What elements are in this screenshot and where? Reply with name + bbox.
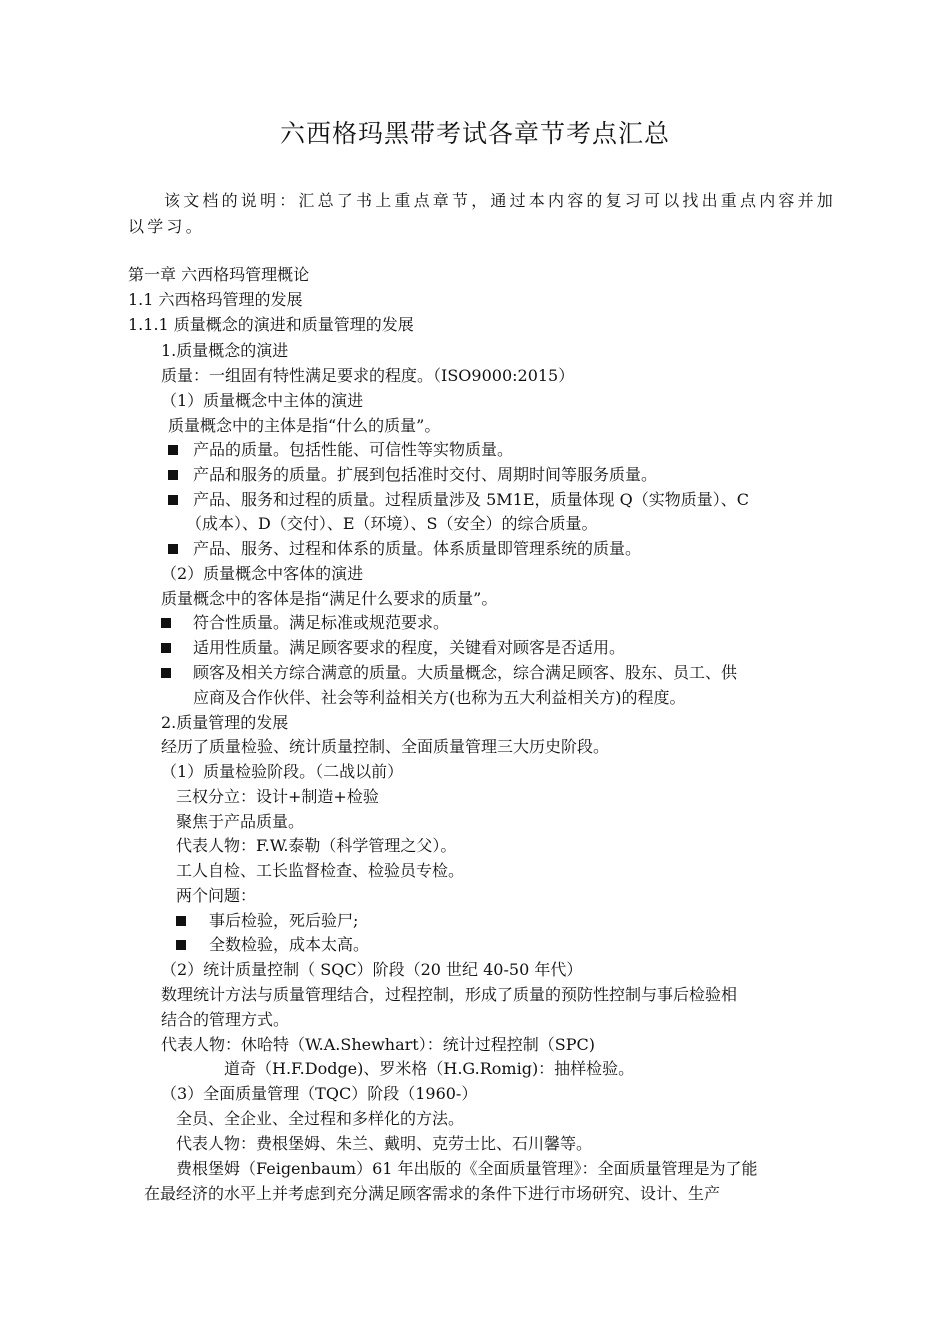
quality-definition: 质量：一组固有特性满足要求的程度。（ISO9000:2015） (161, 366, 575, 385)
bullet-square-icon (168, 445, 178, 455)
bullet-square-icon (168, 470, 178, 480)
object-evolution-heading: （2）质量概念中客体的演进 (161, 564, 364, 583)
stage1-line: 两个问题： (176, 886, 257, 905)
bullet-square-icon (161, 618, 171, 628)
stage3-title: （3）全面质量管理（TQC）阶段（1960-） (161, 1084, 478, 1103)
stage2-representative: 代表人物：休哈特（W.A.Shewhart）：统计过程控制（SPC) (161, 1035, 595, 1054)
bullet-square-icon (176, 916, 186, 926)
stage2-representative: 道奇（H.F.Dodge)、罗米格（H.G.Romig)：抽样检验。 (224, 1059, 635, 1078)
stage3-paragraph: 在最经济的水平上并考虑到充分满足顾客需求的条件下进行市场研究、设计、生产 (144, 1184, 721, 1203)
document-page: 六西格玛黑带考试各章节考点汇总 该文档的说明：汇总了书上重点章节，通过本内容的复习可以找出重点内容并加以学习。 第一章 六西格玛管理概论 1.1 六西格玛管理的发展 1.1.1 质量概念的演进和质量管理的发展 1.质量概念的演进 质量：一组固有特性满足要求的程度。（ISO9000:2015） （1）质量概念中主体的演进 质量概念中的主体是指“什么的质量”。 产品的质量。包括性能、可信性等实物质量。 产品和服务的质量。扩展到包括准时交付、周期时间等服务质量。 产品、服务和过程的质量。过程质量涉及 5M1E，质量体现 Q（实物质量）、C （成本）、D（交付）、E（环境）、S（安全）的综合质量。 产品、服务、过程和体系的质量。体系质量即管理系统的质量。 （2）质量概念中客体的演进 质量概念中的客体是指“满足什么要求的质量”。 符合性质量。满足标准或规范要求。 适用性质量。满足顾客要求的程度，关键看对顾客是否适用。 顾客及相关方综合满意的质量。大质量概念，综合满足顾客、股东、员工、供 应商及合作伙伴、社会等利益相关方(也称为五大利益相关方)的程度。 2.质量管理的发展 经历了质量检验、统计质量控制、全面质量管理三大历史阶段。 （1）质量检验阶段。（二战以前） 三权分立：设计+制造+检验 聚焦于产品质量。 代表人物：F.W.泰勒（科学管理之父）。 工人自检、工长监督检查、检验员专检。 两个问题： 事后检验，死后验尸; 全数检验，成本太高。 （2）统计质量控制（ SQC）阶段（20 世纪 40-50 年代） 数理统计方法与质量管理结合，过程控制，形成了质量的预防性控制与事后检验相 结合的管理方式。 代表人物：休哈特（W.A.Shewhart）：统计过程控制（SPC) 道奇（H.F.Dodge)、罗米格（H.G.Romig)：抽样检验。 （3）全面质量管理（TQC）阶段（1960-） 全员、全企业、全过程和多样化的方法。 代表人物：费根堡姆、朱兰、戴明、克劳士比、石川馨等。 费根堡姆（Feigenbaum）61 年出版的《全面质量管理》：全面质量管理是为了能 在最经济的水平上并考虑到充分满足顾客需求的条件下进行市场研究、设计、生产 (0, 0, 950, 1344)
stage1-title: （1）质量检验阶段。（二战以前） (161, 762, 404, 781)
bullet-square-icon (176, 940, 186, 950)
subject-evolution-heading: （1）质量概念中主体的演进 (161, 391, 364, 410)
subsection-heading: 1.1.1 质量概念的演进和质量管理的发展 (128, 315, 414, 334)
stage1-line: 三权分立：设计+制造+检验 (176, 787, 379, 806)
object-evolution-desc: 质量概念中的客体是指“满足什么要求的质量”。 (161, 589, 498, 608)
list-item-continuation: 应商及合作伙伴、社会等利益相关方(也称为五大利益相关方)的程度。 (193, 688, 686, 707)
stage1-line: 工人自检、工长监督检查、检验员专检。 (176, 861, 465, 880)
subject-evolution-desc: 质量概念中的主体是指“什么的质量”。 (168, 416, 441, 435)
list-item-continuation: （成本）、D（交付）、E（环境）、S（安全）的综合质量。 (186, 514, 598, 533)
stage2-title: （2）统计质量控制（ SQC）阶段（20 世纪 40-50 年代） (161, 960, 583, 979)
p1-heading: 1.质量概念的演进 (161, 341, 289, 360)
bullet-square-icon (161, 668, 171, 678)
p2-desc: 经历了质量检验、统计质量控制、全面质量管理三大历史阶段。 (161, 737, 610, 756)
p2-heading: 2.质量管理的发展 (161, 713, 289, 732)
stage1-line: 代表人物：F.W.泰勒（科学管理之父）。 (176, 836, 457, 855)
stage1-line: 聚焦于产品质量。 (176, 812, 305, 831)
stage3-line: 全员、全企业、全过程和多样化的方法。 (176, 1109, 465, 1128)
stage3-line: 代表人物：费根堡姆、朱兰、戴明、克劳士比、石川馨等。 (176, 1134, 593, 1153)
stage2-desc: 数理统计方法与质量管理结合，过程控制，形成了质量的预防性控制与事后检验相 (161, 985, 738, 1004)
bullet-square-icon (161, 643, 171, 653)
bullet-square-icon (168, 495, 178, 505)
document-title: 六西格玛黑带考试各章节考点汇总 (279, 119, 670, 148)
chapter-heading: 第一章 六西格玛管理概论 (128, 265, 310, 284)
intro-paragraph: 该文档的说明：汇总了书上重点章节，通过本内容的复习可以找出重点内容并加以学习。 (128, 191, 837, 236)
section-heading: 1.1 六西格玛管理的发展 (128, 290, 303, 309)
stage2-desc: 结合的管理方式。 (161, 1010, 290, 1029)
bullet-square-icon (168, 544, 178, 554)
stage3-paragraph: 费根堡姆（Feigenbaum）61 年出版的《全面质量管理》：全面质量管理是为了能 (176, 1159, 758, 1178)
